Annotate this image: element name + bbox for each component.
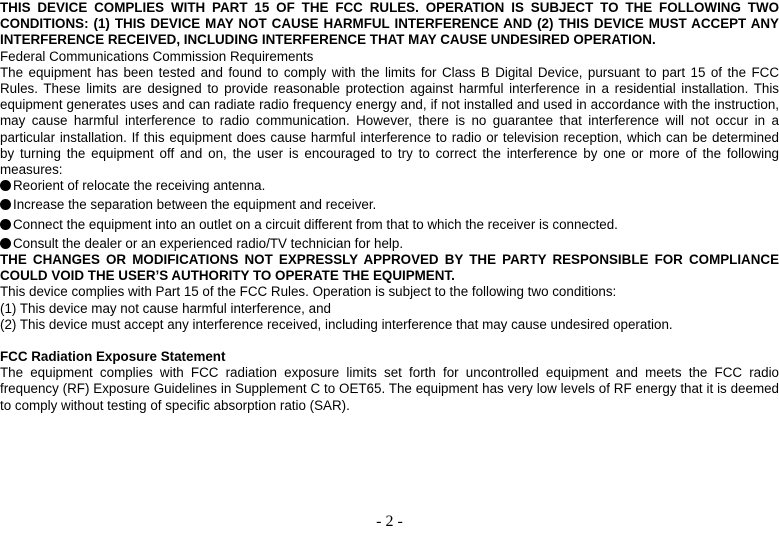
interference-measures-list	[0, 178, 779, 252]
list-item	[0, 236, 779, 252]
bullet-icon	[0, 238, 11, 249]
radiation-exposure-body: The equipment complies with FCC radiation exposure limits set forth for uncontrolled equipment and meets the FCC radio frequency (RF) Exposure Guidelines in Supplement C to OET65. The equipment has very low levels of RF energy that it is deemed to comply without testing of specific absorption ratio (SAR).	[0, 365, 779, 413]
condition-2: (2) This device must accept any interference received, including interference that may cause undesired operation.	[0, 316, 673, 332]
list-item	[0, 217, 779, 233]
page-number: - 2 -	[376, 513, 403, 530]
changes-modifications-warning: THE CHANGES OR MODIFICATIONS NOT EXPRESSLY APPROVED BY THE PARTY RESPONSIBLE FOR COMPLIANCE COULD VOID THE USER’S AUTHORITY TO OPERATE THE EQUIPMENT.	[0, 252, 779, 284]
list-item	[0, 178, 779, 194]
measure-text: Increase the separation between the equipment and receiver.	[13, 197, 377, 213]
fcc-requirements-body: The equipment has been tested and found to comply with the limits for Class B Digital Device, pursuant to part 15 of the FCC Rules. These limits are designed to provide reasonable protection against harmful interference in a residential installation. This equipment generates uses and can radiate radio frequency energy and, if not installed and used in accordance with the instruction, may cause harmful interference to radio communication. However, there is no guarantee that interference will not occur in a particular installation. If this equipment does cause harmful interference to radio or television reception, which can be determined by turning the equipment off and on, the user is encouraged to try to correct the interference by one or more of the following measures:	[0, 64, 779, 178]
bullet-icon	[0, 180, 11, 191]
condition-1: (1) This device may not cause harmful interference, and	[0, 300, 331, 316]
measure-text: Reorient of relocate the receiving antenna.	[13, 178, 266, 194]
fcc-requirements-heading: Federal Communications Commission Requirements	[0, 48, 314, 64]
radiation-exposure-heading: FCC Radiation Exposure Statement	[0, 349, 226, 365]
fcc-part15-warning-paragraph: THIS DEVICE COMPLIES WITH PART 15 OF THE FCC RULES. OPERATION IS SUBJECT TO THE FOLLOWING TWO CONDITIONS: (1) THIS DEVICE MAY NOT CAUSE HARMFUL INTERFERENCE AND (2) THIS DEVICE MUST ACCEPT ANY INTERFERENCE RECEIVED, INCLUDING INTERFERENCE THAT MAY CAUSE UNDESIRED OPERATION.	[0, 0, 779, 48]
spacer	[0, 333, 779, 349]
part15-intro: This device complies with Part 15 of the FCC Rules. Operation is subject to the following two conditions:	[0, 284, 617, 300]
bullet-icon	[0, 199, 11, 210]
measure-text: Connect the equipment into an outlet on a circuit different from that to which the receiver is connected.	[13, 216, 618, 232]
bullet-icon	[0, 219, 11, 230]
measure-text: Consult the dealer or an experienced radio/TV technician for help.	[13, 235, 404, 251]
list-item	[0, 197, 779, 213]
